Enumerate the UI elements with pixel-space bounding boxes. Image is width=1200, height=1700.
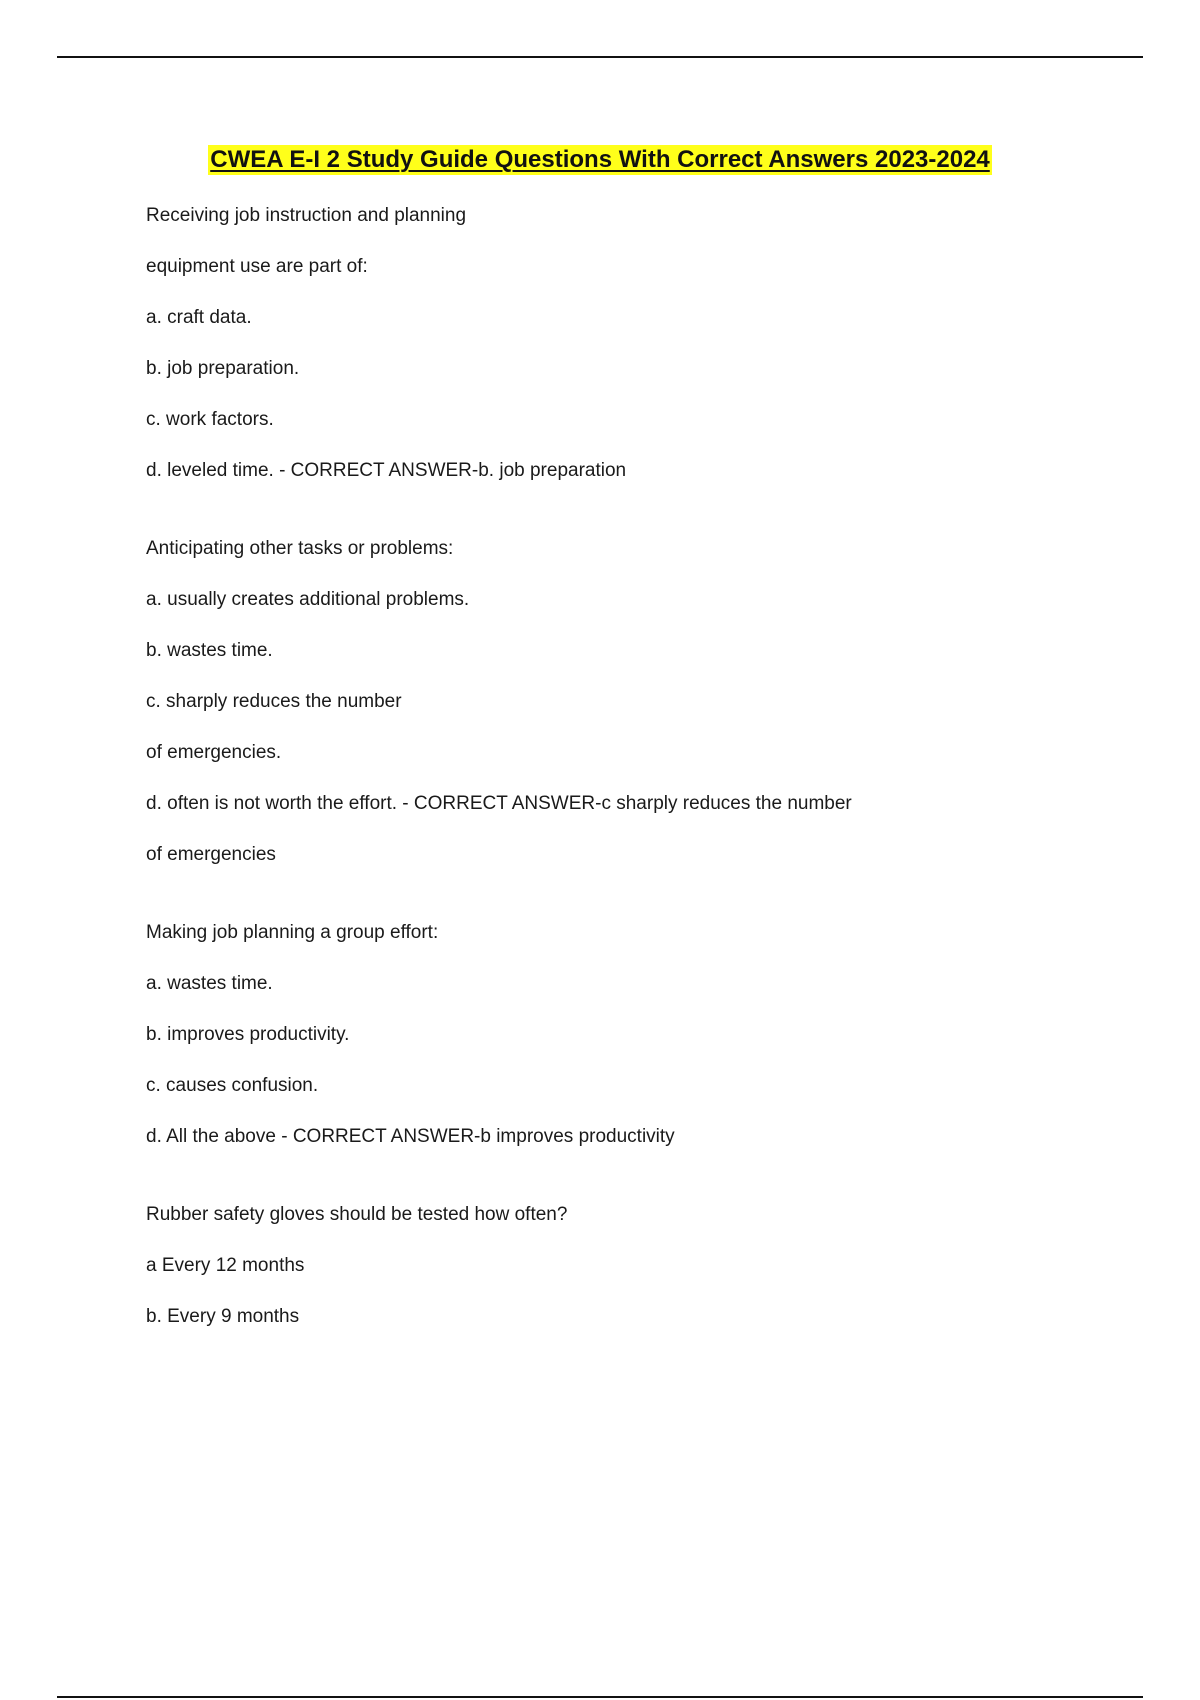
answer-option-c: c. causes confusion. [146,1075,319,1096]
answer-option-c-continued: of emergencies. [146,742,282,763]
footer-rule [57,1696,1143,1698]
answer-option-b: b. wastes time. [146,640,273,661]
answer-option-a: a. wastes time. [146,973,273,994]
document-title: CWEA E-I 2 Study Guide Questions With Correct Answers 2023-2024 [210,146,990,173]
question-text: Rubber safety gloves should be tested how often? [146,1204,568,1225]
question-block-3 [146,920,1136,1150]
question-block-4 [146,1202,1136,1330]
document-body [146,203,1136,1382]
header-rule [57,56,1143,58]
answer-option-b: b. improves productivity. [146,1024,350,1045]
question-text: Receiving job instruction and planning [146,205,467,226]
answer-option-b: b. job preparation. [146,358,300,379]
answer-option-b: b. Every 9 months [146,1306,300,1327]
question-block-1 [146,203,1136,484]
answer-option-d-with-correct-answer: d. All the above - CORRECT ANSWER-b improves productivity [146,1126,675,1147]
correct-answer-continued: of emergencies [146,844,276,865]
question-text-continued: equipment use are part of: [146,256,368,277]
question-text: Anticipating other tasks or problems: [146,538,454,559]
answer-option-d-with-correct-answer: d. often is not worth the effort. - CORRECT ANSWER-c sharply reduces the number [146,793,852,814]
answer-option-a: a Every 12 months [146,1255,305,1276]
answer-option-a: a. usually creates additional problems. [146,589,470,610]
answer-option-c: c. work factors. [146,409,274,430]
question-block-2 [146,536,1136,868]
answer-option-c: c. sharply reduces the number [146,691,402,712]
answer-option-a: a. craft data. [146,307,252,328]
title-container [0,145,1200,175]
answer-option-d-with-correct-answer: d. leveled time. - CORRECT ANSWER-b. job preparation [146,460,627,481]
question-text: Making job planning a group effort: [146,922,439,943]
